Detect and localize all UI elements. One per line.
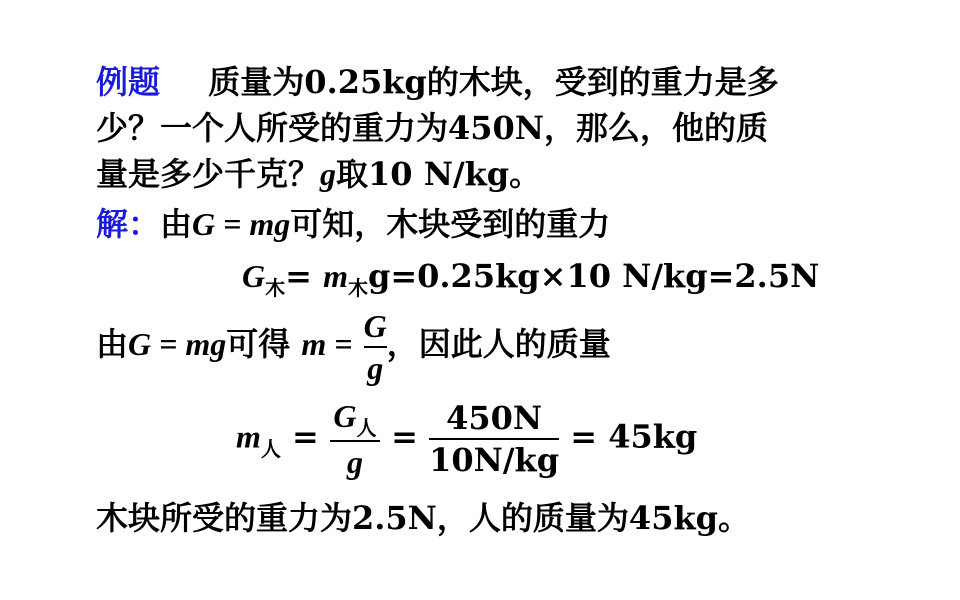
person-eq-1: = (292, 417, 319, 456)
derive-b: 可得 (226, 325, 291, 363)
solution-intro-formula: G = mg (192, 206, 291, 242)
example-line-1 (96, 62, 779, 102)
derive-fraction-bar (364, 346, 387, 348)
example-text-1: 质量为0.25kg的木块，受到的重力是多 (208, 63, 779, 101)
person-fraction-2-bar (429, 438, 559, 440)
wood-m: m (323, 258, 348, 294)
person-fraction-1-bar (330, 440, 380, 442)
wood-weight-equation (242, 256, 819, 300)
person-G: G (333, 398, 357, 434)
example-text-3b: 取10 N/kg。 (336, 155, 542, 193)
person-mass-equation (236, 398, 697, 478)
derive-fraction (364, 308, 387, 386)
example-g-symbol: g (320, 156, 337, 192)
wood-G-subscript: 木 (265, 276, 286, 300)
example-text-3a: 量是多少千克？ (96, 155, 321, 193)
solution-intro (96, 204, 610, 244)
person-fraction-2-denominator: 10N/kg (429, 441, 560, 479)
person-result: = 45kg (570, 417, 698, 456)
wood-m-subscript: 木 (347, 276, 368, 300)
conclusion-text: 木块所受的重力为2.5N，人的质量为45kg。 (96, 499, 751, 537)
derive-line (96, 306, 611, 386)
conclusion-line (96, 498, 750, 538)
derive-formula: G = mg (128, 326, 227, 362)
example-line-2 (96, 108, 768, 148)
person-m-subscript: 人 (260, 436, 281, 461)
wood-eq-rest: g=0.25kg×10 N/kg=2.5N (367, 257, 820, 295)
example-label: 例题 (96, 63, 161, 101)
derive-a: 由 (96, 325, 129, 363)
person-eq-2: = (391, 417, 418, 456)
person-G-subscript: 人 (356, 416, 377, 440)
person-fraction-1-numerator (330, 398, 380, 438)
example-text-2: 少？一个人所受的重力为450N，那么，他的质 (96, 109, 769, 147)
solution-intro-a: 由 (160, 205, 193, 243)
person-fraction-1 (330, 398, 380, 480)
person-fraction-1-denominator: g (346, 444, 363, 480)
person-fraction-2 (429, 400, 559, 478)
wood-G: G (242, 258, 266, 294)
person-fraction-2-numerator: 450N (446, 399, 543, 437)
example-line-3 (96, 154, 541, 194)
derive-fraction-denominator: g (367, 349, 384, 386)
derive-m-eq: m = (301, 326, 353, 362)
person-m: m (236, 418, 261, 455)
solution-label: 解： (96, 205, 161, 243)
wood-eq-sign: = (285, 257, 324, 295)
solution-intro-b: 可知，木块受到的重力 (290, 205, 611, 243)
derive-fraction-numerator: G (363, 307, 387, 344)
derive-c: ，因此人的质量 (386, 325, 611, 363)
